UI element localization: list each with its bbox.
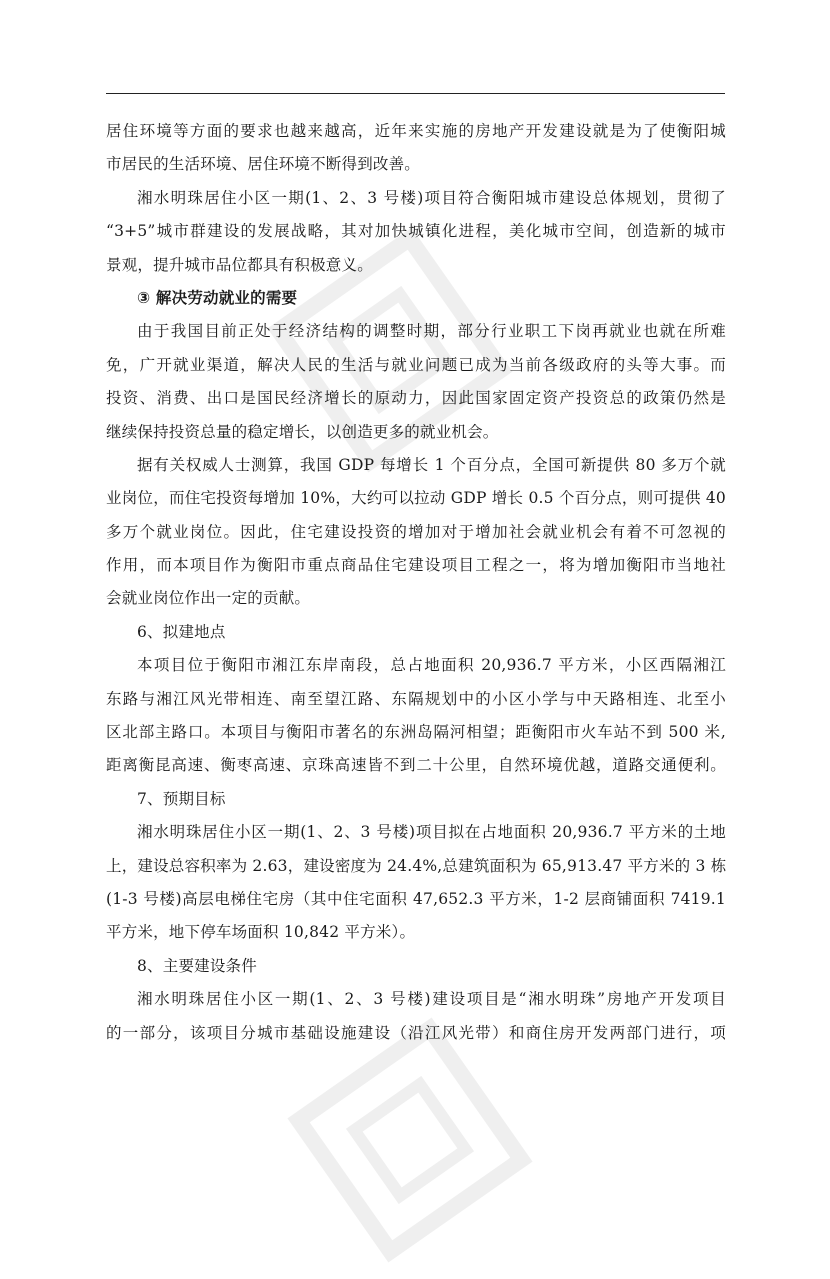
text-line: 继续保持投资总量的稳定增长，以创造更多的就业机会。 — [106, 422, 499, 441]
subsection-heading: 8、主要建设条件 — [137, 956, 257, 975]
text-line: 湘水明珠居住小区一期(1、2、3 号楼)建设项目是“湘水明珠”房地产开发项目 — [137, 990, 726, 1009]
text-line: 上，建设总容积率为 2.63，建设密度为 24.4%,总建筑面积为 65,913.47 平方米的 3 栋 — [106, 856, 726, 875]
text-line: 市居民的生活环境、居住环境不断得到改善。 — [106, 155, 421, 174]
text-line: 湘水明珠居住小区一期(1、2、3 号楼)项目符合衡阳城市建设总体规划，贯彻了 — [137, 188, 726, 207]
text-line: 业岗位，而住宅投资每增加 10%，大约可以拉动 GDP 增长 0.5 个百分点，则可提供 40 — [106, 489, 726, 508]
document-body — [106, 115, 726, 1050]
text-line: 多万个就业岗位。因此，住宅建设投资的增加对于增加社会就业机会有着不可忽视的 — [106, 522, 726, 541]
text-line: 区北部主路口。本项目与衡阳市著名的东洲岛隔河相望；距衡阳市火车站不到 500 米, — [106, 723, 726, 742]
text-line: 免，广开就业渠道，解决人民的生活与就业问题已成为当前各级政府的头等大事。而 — [106, 355, 726, 374]
text-line: 的一部分，该项目分城市基础设施建设（沿江风光带）和商住房开发两部门进行，项 — [106, 1023, 726, 1042]
text-line: 平方米，地下停车场面积 10,842 平方米）。 — [106, 923, 416, 942]
text-line: 据有关权威人士测算，我国 GDP 每增长 1 个百分点，全国可新提供 80 多万个就 — [137, 455, 726, 474]
subsection-heading: 7、预期目标 — [137, 789, 226, 808]
text-line: 湘水明珠居住小区一期(1、2、3 号楼)项目拟在占地面积 20,936.7 平方米的土地 — [137, 823, 726, 842]
text-line: 作用，而本项目作为衡阳市重点商品住宅建设项目工程之一，将为增加衡阳市当地社 — [106, 556, 726, 575]
text-line: 投资、消费、出口是国民经济增长的原动力，因此国家固定资产投资总的政策仍然是 — [106, 389, 726, 408]
text-line: 会就业岗位作出一定的贡献。 — [106, 589, 311, 608]
text-line: 本项目位于衡阳市湘江东岸南段，总占地面积 20,936.7 平方米，小区西隔湘江 — [137, 656, 726, 675]
text-line: (1-3 号楼)高层电梯住宅房（其中住宅面积 47,652.3 平方米，1-2 层商铺面积 7419.1 — [106, 889, 726, 908]
header-rule — [106, 93, 725, 94]
section-heading: ③ 解决劳动就业的需要 — [137, 288, 298, 307]
text-line: 由于我国目前正处于经济结构的调整时期，部分行业职工下岗再就业也就在所难 — [137, 322, 726, 341]
text-line: 距离衡昆高速、衡枣高速、京珠高速皆不到二十公里，自然环境优越，道路交通便利。 — [106, 756, 726, 775]
text-line: “3+5”城市群建设的发展战略，其对加快城镇化进程，美化城市空间，创造新的城市 — [106, 222, 726, 241]
text-line: 景观，提升城市品位都具有积极意义。 — [106, 255, 373, 274]
text-line: 居住环境等方面的要求也越来越高，近年来实施的房地产开发建设就是为了使衡阳城 — [106, 122, 726, 140]
text-line: 东路与湘江风光带相连、南至望江路、东隔规划中的小区小学与中天路相连、北至小 — [106, 689, 726, 708]
subsection-heading: 6、拟建地点 — [137, 622, 226, 641]
